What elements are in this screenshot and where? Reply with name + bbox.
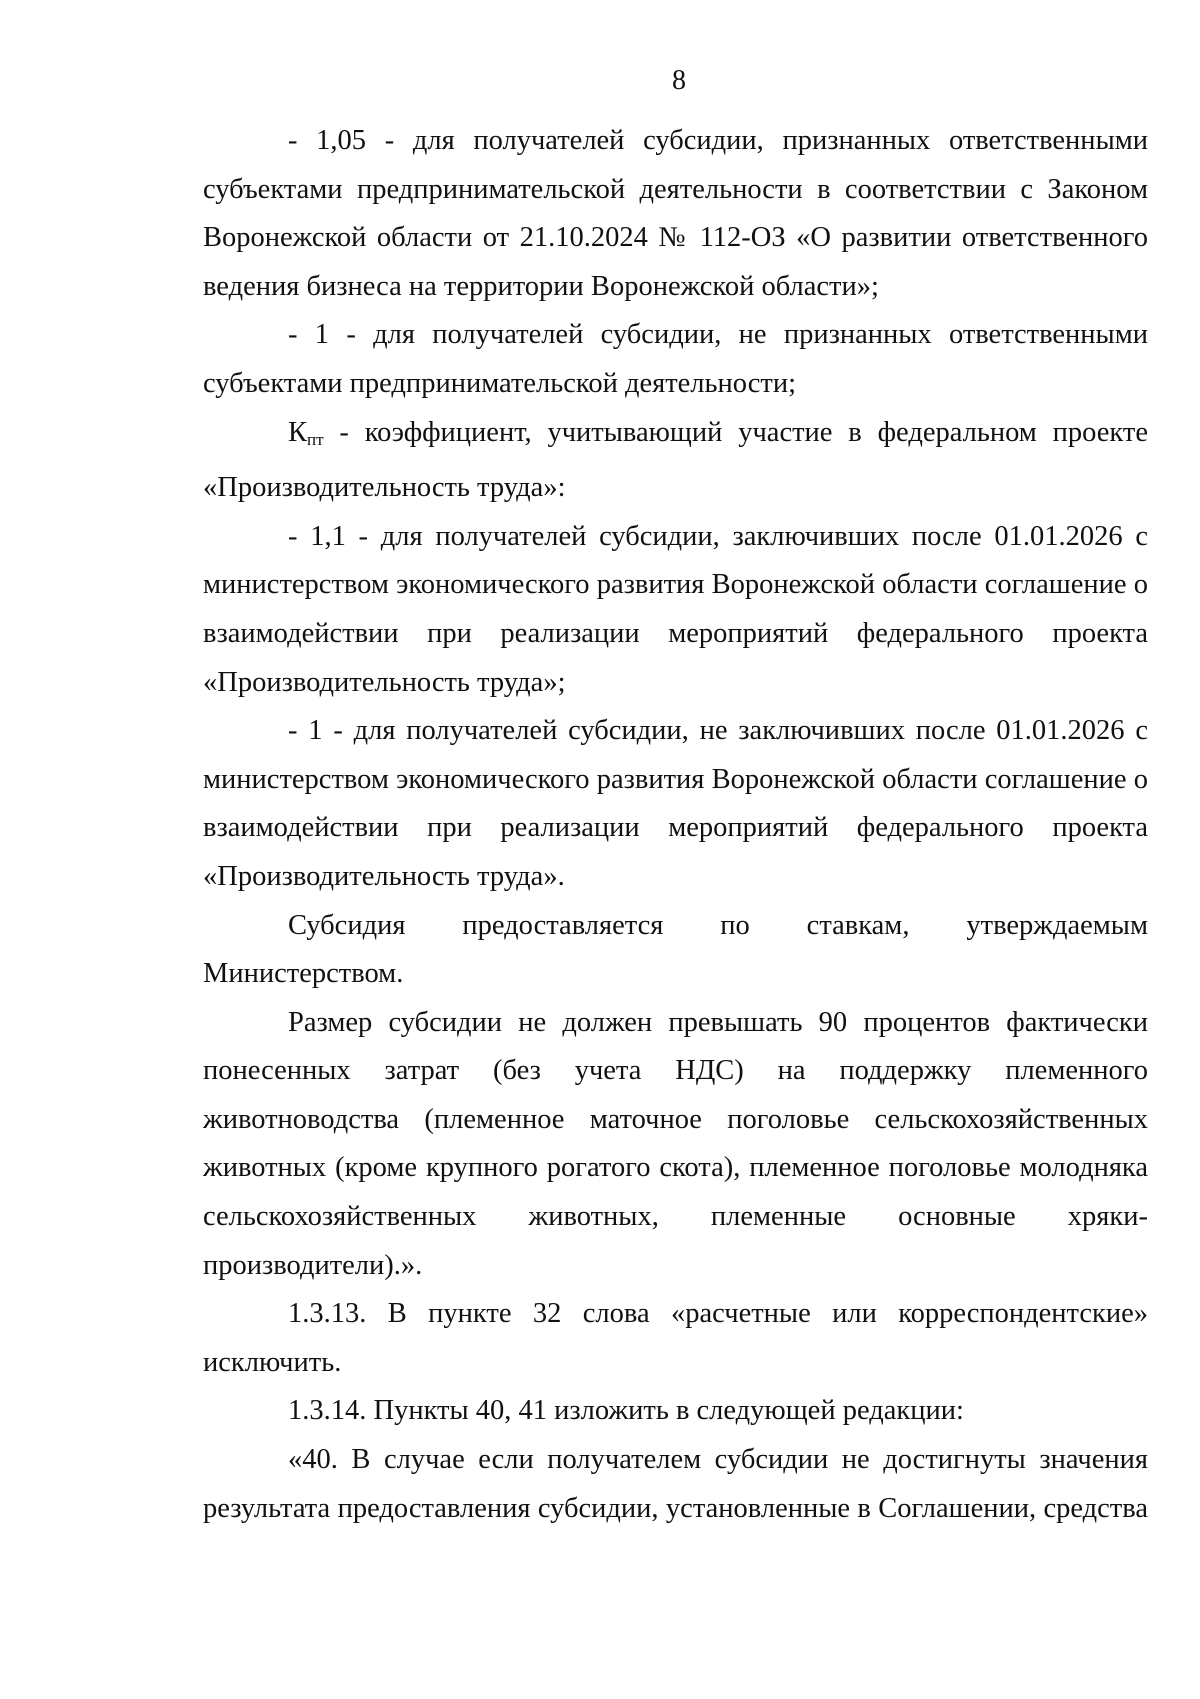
paragraph-kpt-definition <box>203 409 1148 513</box>
coefficient-symbol <box>288 417 324 448</box>
page-number: 8 <box>672 65 686 96</box>
paragraph-subsidy-rates: Субсидия предоставляется по ставкам, утверждаемым Министерством. <box>203 909 1148 990</box>
paragraph-subsidy-size: Размер субсидии не должен превышать 90 процентов фактически понесенных затрат (без учета НДС) на поддержку племенного животноводства (племенное маточное поголовье сельскохозяйственных животных (кроме крупного рогатого скота), племенное поголовье молодняка сельскохозяйственных животных, племенные основные хряки-производители).». <box>203 1006 1148 1281</box>
coefficient-subscript: пт <box>307 429 324 449</box>
paragraph-point-40: «40. В случае если получателем субсидии не достигнуты значения результата предоставления субсидии, установленные в Соглашении, средства <box>203 1444 1148 1524</box>
kpt-definition-text: - коэффициент, учитывающий участие в федеральном проекте «Производительность труда»: <box>203 416 1148 504</box>
paragraph-1-3-13: 1.3.13. В пункте 32 слова «расчетные или корреспондентские» исключить. <box>203 1298 1148 1378</box>
paragraph-coefficient-1-05: - 1,05 - для получателей субсидии, признанных ответственными субъектами предпринимательской деятельности в соответствии с Законом Воронежской области от 21.10.2024 № 112-ОЗ «О развитии ответственного ведения бизнеса на территории Воронежской области»; <box>203 125 1148 302</box>
paragraph-coefficient-1-not-concluded: - 1 - для получателей субсидии, не заключивших после 01.01.2026 с министерством экономического развития Воронежской области соглашение о взаимодействии при реализации мероприятий федерального проекта «Производительность труда». <box>203 715 1148 892</box>
document-body <box>203 117 1148 1533</box>
paragraph-coefficient-1-not-responsible: - 1 - для получателей субсидии, не признанных ответственными субъектами предпринимательской деятельности; <box>203 319 1148 399</box>
coefficient-letter: К <box>288 416 308 448</box>
paragraph-1-3-14: 1.3.14. Пункты 40, 41 изложить в следующей редакции: <box>288 1395 964 1427</box>
paragraph-coefficient-1-1: - 1,1 - для получателей субсидии, заключивших после 01.01.2026 с министерством экономического развития Воронежской области соглашение о взаимодействии при реализации мероприятий федерального проекта «Производительность труда»; <box>203 520 1148 698</box>
